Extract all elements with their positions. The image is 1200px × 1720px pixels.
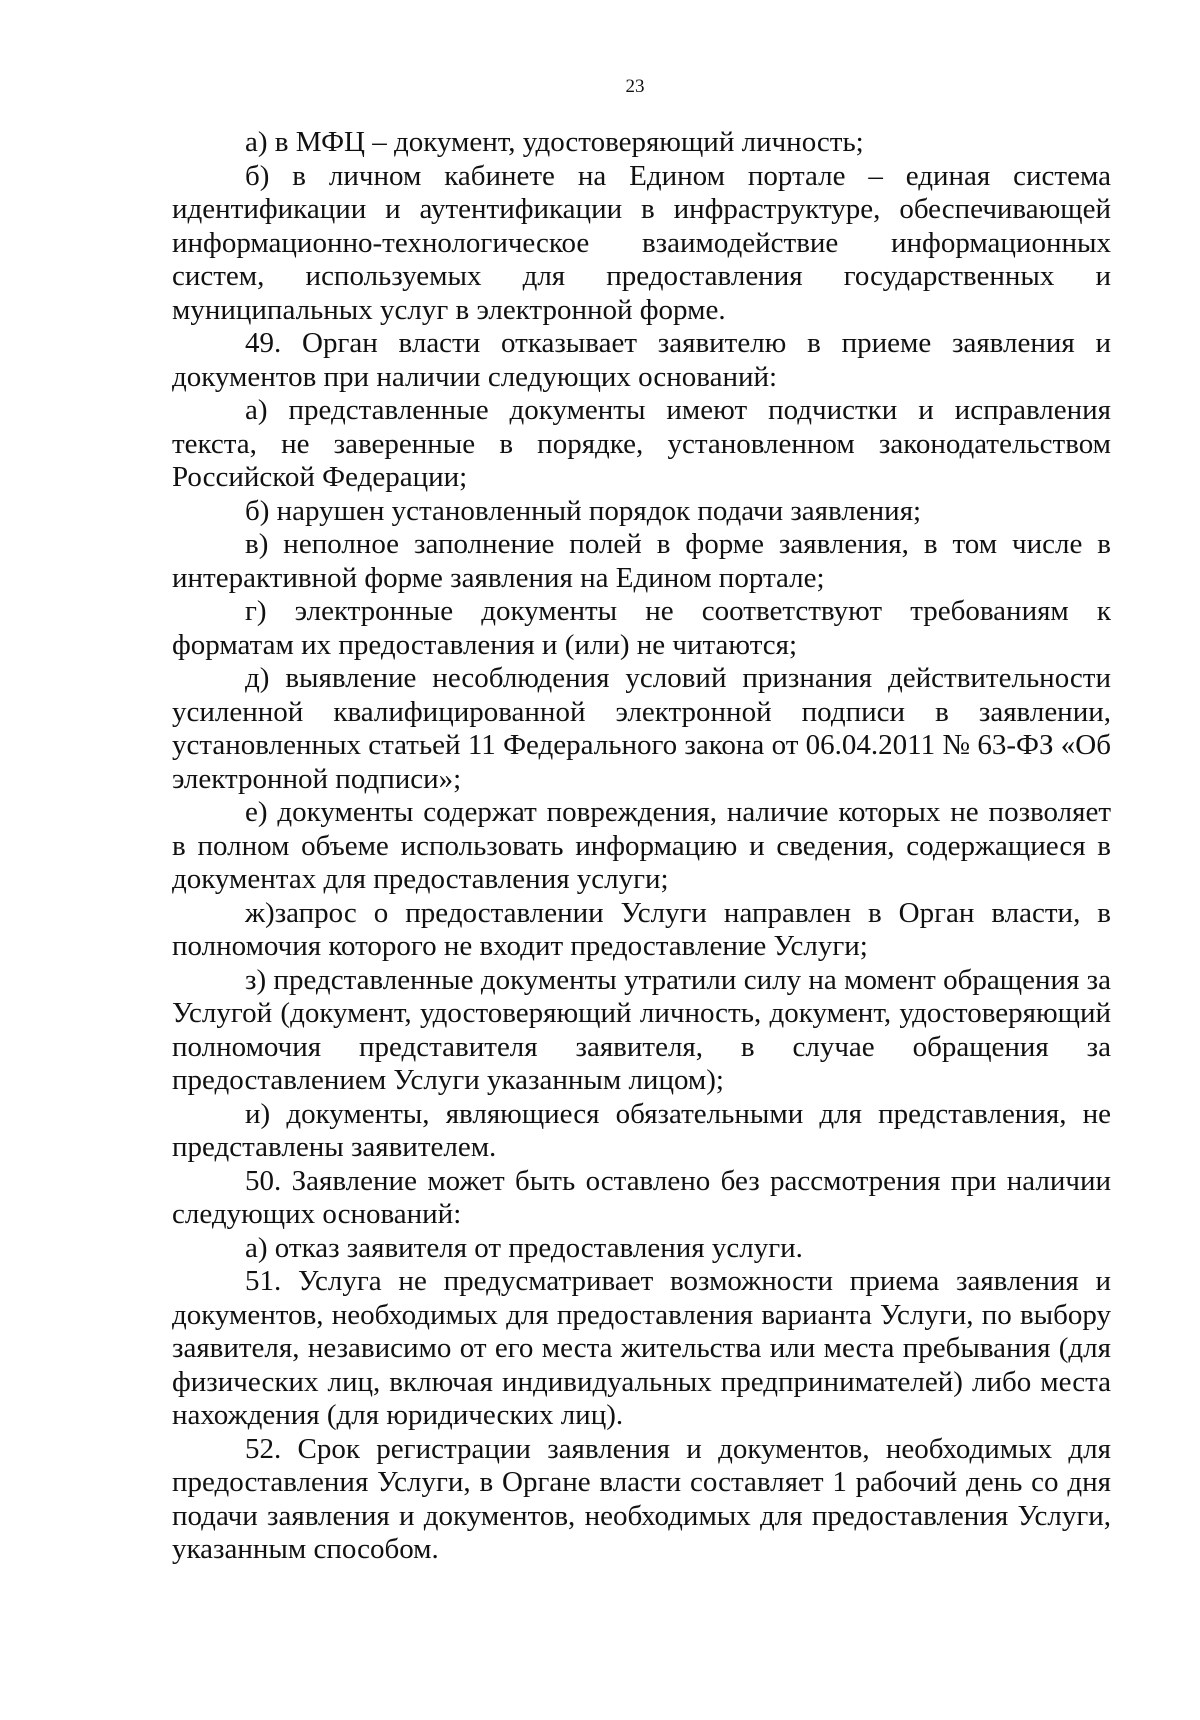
paragraph-51: 51. Услуга не предусматривает возможности приема заявления и документов, необходимых для предоставления варианта Услуги, по выбору заявителя, независимо от его места жительства или места пребывания (для физических лиц, включая индивидуальных предпринимателей) либо места нахождения (для юридических лиц).	[172, 1265, 1111, 1431]
paragraph-49-z: з) представленные документы утратили силу на момент обращения за Услугой (документ, удостоверяющий личность, документ, удостоверяющий полномочия представителя заявителя, в случае обращения за предоставлением Услуги указанным лицом);	[172, 963, 1111, 1096]
paragraph-50: 50. Заявление может быть оставлено без рассмотрения при наличии следующих оснований:	[172, 1164, 1111, 1230]
paragraph-49-a: а) представленные документы имеют подчистки и исправления текста, не заверенные в порядке, установленном законодательством Российской Федерации;	[172, 394, 1111, 493]
page-number: 23	[625, 76, 645, 97]
paragraph-49-d: д) выявление несоблюдения условий признания действительности усиленной квалифицированной электронной подписи в заявлении, установленных статьей 11 Федерального закона от 06.04.2011 № 63-ФЗ «Об электронной подписи»;	[172, 662, 1111, 795]
paragraph-52: 52. Срок регистрации заявления и документов, необходимых для предоставления Услуги, в Органе власти составляет 1 рабочий день со дня подачи заявления и документов, необходимых для предоставления Услуги, указанным способом.	[172, 1432, 1111, 1565]
paragraph-49-zh: ж)запрос о предоставлении Услуги направлен в Орган власти, в полномочия которого не входит предоставление Услуги;	[172, 896, 1111, 962]
paragraph-49: 49. Орган власти отказывает заявителю в приеме заявления и документов при наличии следующих оснований:	[172, 327, 1111, 393]
document-body	[172, 126, 1111, 1567]
paragraph-49-b: б) нарушен установленный порядок подачи заявления;	[245, 494, 922, 527]
paragraph-b-personal-cabinet: б) в личном кабинете на Едином портале – единая система идентификации и аутентификации в инфраструктуре, обеспечивающей информационно-технологическое взаимодействие информационных систем, используемых для предоставления государственных и муниципальных услуг в электронной форме.	[172, 159, 1111, 326]
paragraph-49-e: е) документы содержат повреждения, наличие которых не позволяет в полном объеме использовать информацию и сведения, содержащиеся в документах для предоставления услуги;	[172, 796, 1111, 895]
paragraph-a-mfc: а) в МФЦ – документ, удостоверяющий личность;	[245, 126, 864, 158]
paragraph-50-a: а) отказ заявителя от предоставления услуги.	[245, 1231, 803, 1264]
paragraph-49-i: и) документы, являющиеся обязательными для представления, не представлены заявителем.	[172, 1097, 1111, 1163]
paragraph-49-g: г) электронные документы не соответствуют требованиям к форматам их предоставления и (или) не читаются;	[172, 595, 1111, 661]
paragraph-49-v: в) неполное заполнение полей в форме заявления, в том числе в интерактивной форме заявления на Едином портале;	[172, 528, 1111, 594]
